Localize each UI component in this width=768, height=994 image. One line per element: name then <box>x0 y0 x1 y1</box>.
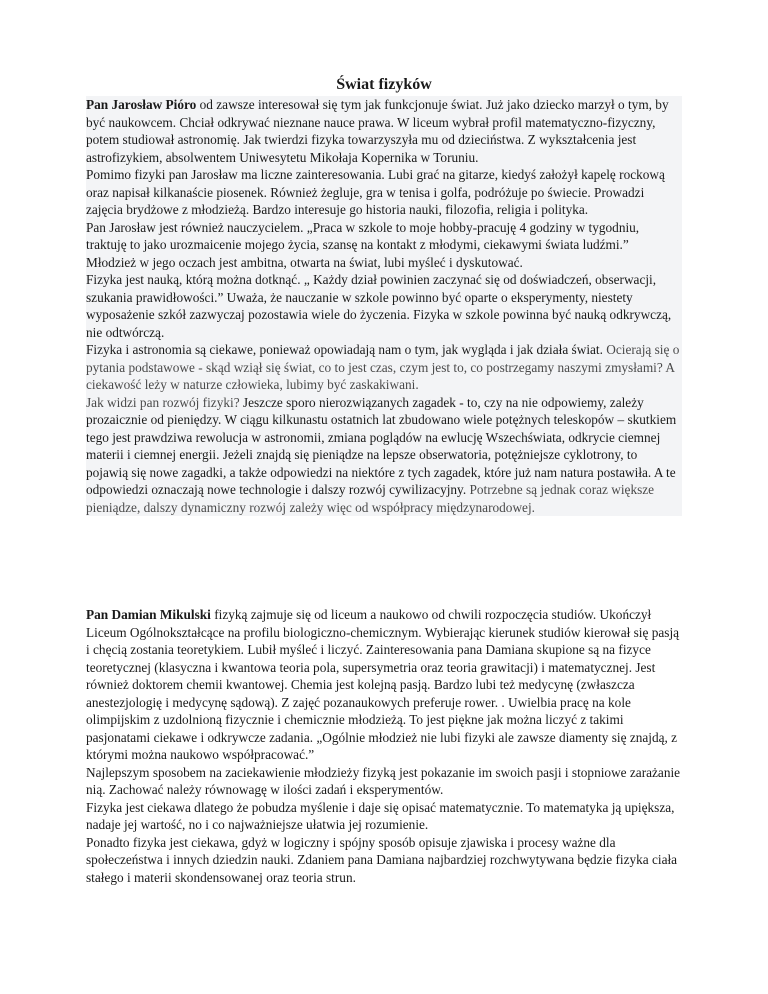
paragraph-closing: Ponadto fizyka jest ciekawa, gdyż w logiczny i spójny sposób opisuje zjawiska i procesy ważne dla społeczeństwa i innych dziedzin nauki. Zdaniem pana Damiana najbardziej rozchwytywana będzie fizyka ciała stałego i materii skondensowanej oraz teoria strun. <box>86 834 678 885</box>
paragraph-why-interesting <box>86 341 682 394</box>
person-name: Pan Damian Mikulski <box>86 607 211 622</box>
paragraph-intro <box>86 96 682 166</box>
section-damian-mikulski <box>86 606 682 886</box>
paragraph-intro <box>86 606 682 764</box>
paragraph-text-gray: Ocierają się o pytania podstawowe - skąd wziął się świat, co to jest czas, czym jest to, co postrzegamy naszymi zmysłami? A ciekawość leży w naturze człowieka, lubimy być zaskakiwani. <box>86 342 680 392</box>
paragraph-text: Fizyka i astronomia są ciekawe, ponieważ opowiadają nam o tym, jak wygląda i jak działa świat. <box>86 342 603 357</box>
question-text: Jak widzi pan rozwój fizyki? <box>86 394 240 410</box>
paragraph-text: fizyką zajmuje się od liceum a naukowo od chwili rozpoczęcia studiów. Ukończył Liceum Ogólnokształcące na profilu biologiczno-chemicznym. Wybierając kierunek studiów kierował się pasją i chęcią zostania teoretykiem. Lubił myśleć i liczyć. Zainteresowania pana Damiana skupione są na fizyce teoretycznej (klasyczna i kwantowa teoria pola, supersymetria oraz teoria grawitacji) i matematycznej. Jest również doktorem chemii kwantowej. Chemia jest kolejną pasją. Bardzo lubi też medycynę (zwłaszcza anestezjologię i medycynę sądową). Z zajęć pozanaukowych preferuje rower. . Uwielbia pracę na kole olimpijskim z uzdolnioną fizycznie i chemicznie młodzieżą. To jest piękne jak można liczyć z takimi pasjonatami ciekawe i odkrywcze zadania. „Ogólnie młodzież nie lubi fizyki ale zawsze diamenty się znajdą, z którymi można naukowo współpracować.” <box>86 607 680 762</box>
paragraph-future <box>86 394 682 517</box>
paragraph-teacher: Pan Jarosław jest również nauczycielem. „Praca w szkole to moje hobby-pracuję 4 godziny w tygodniu, traktuję to jako urozmaicenie mojego życia, szansę na kontakt z młodymi, ciekawymi świata ludźmi.” Młodzież w jego oczach jest ambitna, otwarta na świat, lubi myśleć i dyskutować. <box>86 219 640 270</box>
paragraph-method: Najlepszym sposobem na zaciekawienie młodzieży fizyką jest pokazanie im swoich pasji i stopniowe zarażanie nią. Zachować należy równowagę w ilości zadań i eksperymentów. <box>86 764 681 797</box>
paragraph-math: Fizyka jest ciekawa dlatego że pobudza myślenie i daje się opisać matematycznie. To matematyka ją upiększa, nadaje jej wartość, no i co najważniejsze ułatwia jej rozumienie. <box>86 799 675 832</box>
person-name: Pan Jarosław Pióro <box>86 97 197 112</box>
page-title: Świat fizyków <box>336 76 432 93</box>
paragraph-text: Jeszcze sporo nierozwiązanych zagadek - to, czy na nie odpowiemy, zależy prozaicznie od pieniędzy. W ciągu kilkunastu ostatnich lat zbudowano wiele potężnych teleskopów – skutkiem tego jest prawdziwa rewolucja w astronomii, zmiana poglądów na ewlucję Wszechświata, odkrycie ciemnej materii i ciemnej energii. Jeżeli znajdą się pieniądze na lepsze obserwatoria, potężniejsze cyklotrony, to pojawią się nowe zagadki, a także odpowiedzi na niektóre z tych zagadek, które już nam natura postawiła. A te odpowiedzi oznaczają nowe technologie i dalszy rozwój cywilizacyjny. <box>86 394 677 497</box>
paragraph-physics-touch: Fizyka jest nauką, którą można dotknąć. „ Każdy dział powinien zaczynać się od doświadczeń, obserwacji, szukania prawidłowości.” Uważa, że nauczanie w szkole powinno być oparte o eksperymenty, niestety wyposażenie szkół zazwyczaj pozostawia wiele do życzenia. Fizyka w szkole powinna być nauką odkrywczą, nie odtwórczą. <box>86 272 672 340</box>
section-jaroslaw-pioro <box>86 96 682 516</box>
paragraph-interests: Pomimo fizyki pan Jarosław ma liczne zainteresowania. Lubi grać na gitarze, kiedyś założył kapelę rockową oraz napisał kilkanaście piosenek. Również żegluje, gra w tenisa i golfa, podróżuje po świecie. Prowadzi zajęcia brydżowe z młodzieżą. Bardzo interesuje go historia nauki, filozofia, religia i polityka. <box>86 167 665 217</box>
paragraph-text: od zawsze interesował się tym jak funkcjonuje świat. Już jako dziecko marzył o tym, by być naukowcem. Chciał odkrywać nieznane nauce prawa. W liceum wybrał profil matematyczno-fizyczny, potem studiował astronomię. Jak twierdzi fizyka towarzyszyła mu od dzieciństwa. Z wykształcenia jest astrofizykiem, absolwentem Uniwesytetu Mikołaja Kopernika w Toruniu. <box>86 97 669 165</box>
paragraph-text-gray: Potrzebne są jednak coraz większe pieniądze, dalszy dynamiczny rozwój zależy więc od współpracy międzynarodowej. <box>86 482 655 515</box>
